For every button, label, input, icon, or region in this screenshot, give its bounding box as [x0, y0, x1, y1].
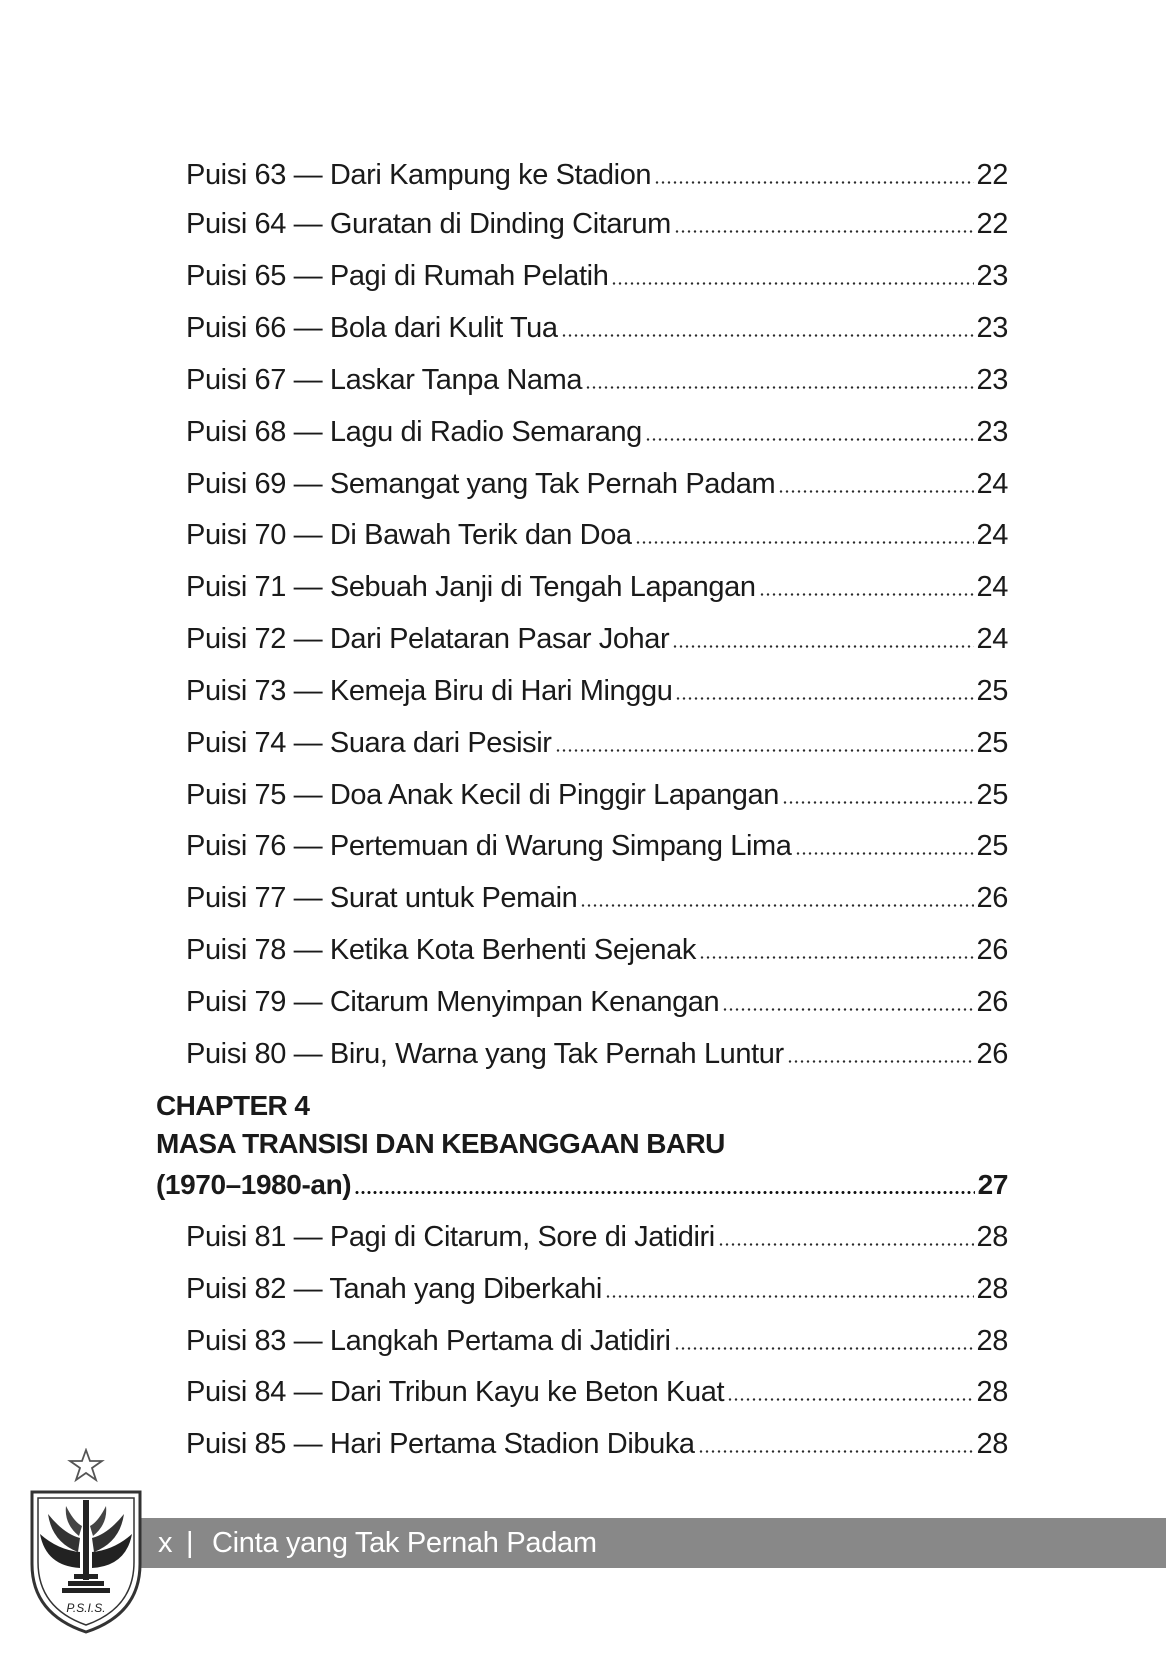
dot-leader [645, 438, 974, 441]
toc-entry[interactable] [186, 310, 1008, 346]
toc-entry-title: Puisi 65 — Pagi di Rumah Pelatih [186, 260, 609, 292]
toc-entry[interactable] [186, 414, 1008, 450]
toc-entry-page: 26 [976, 986, 1008, 1018]
toc-entry[interactable] [186, 880, 1008, 916]
toc-entry-title: Puisi 64 — Guratan di Dinding Citarum [186, 208, 671, 240]
psis-crest-icon [28, 1448, 144, 1634]
toc-entry-page: 28 [976, 1428, 1008, 1460]
toc-entry-page: 23 [976, 416, 1008, 448]
toc-entry[interactable] [186, 1036, 1008, 1072]
toc-entry-page: 24 [976, 623, 1008, 655]
toc-entry-title: Puisi 69 — Semangat yang Tak Pernah Padam [186, 468, 776, 500]
chapter-period: (1970–1980-an) [156, 1169, 352, 1200]
toc-entry-page: 26 [976, 1038, 1008, 1070]
toc-entry-page: 22 [976, 208, 1008, 240]
toc-entry-title: Puisi 85 — Hari Pertama Stadion Dibuka [186, 1428, 695, 1460]
toc-entry-page: 24 [976, 468, 1008, 500]
dot-leader [718, 1243, 974, 1246]
toc-entry[interactable] [186, 1374, 1008, 1410]
chapter-label: CHAPTER 4 [156, 1090, 310, 1121]
toc-entry[interactable] [186, 466, 1008, 502]
toc-entry[interactable] [186, 984, 1008, 1020]
toc-entry-title: Puisi 74 — Suara dari Pesisir [186, 727, 552, 759]
dot-leader [759, 593, 974, 596]
footer-bar [140, 1518, 1166, 1568]
star-icon [70, 1450, 102, 1480]
toc-entry[interactable] [186, 932, 1008, 968]
toc-entry-title: Puisi 78 — Ketika Kota Berhenti Sejenak [186, 934, 696, 966]
dot-leader [698, 1450, 974, 1453]
toc-entry-page: 28 [976, 1376, 1008, 1408]
dot-leader [605, 1295, 974, 1298]
logo-text: P.S.I.S. [66, 1601, 106, 1615]
dot-leader [727, 1398, 973, 1401]
toc-entry[interactable] [186, 1323, 1008, 1359]
toc-entry[interactable] [186, 362, 1008, 398]
toc-entry[interactable] [186, 1271, 1008, 1307]
dot-leader [654, 181, 973, 184]
toc-entry-page: 26 [976, 934, 1008, 966]
toc-entry-title: Puisi 66 — Bola dari Kulit Tua [186, 312, 558, 344]
toc-entry-title: Puisi 67 — Laskar Tanpa Nama [186, 364, 583, 396]
toc-entry-title: Puisi 84 — Dari Tribun Kayu ke Beton Kuat [186, 1376, 725, 1408]
toc-entry[interactable] [186, 725, 1008, 761]
toc-entry-title: Puisi 73 — Kemeja Biru di Hari Minggu [186, 675, 673, 707]
toc-entry-page: 25 [976, 779, 1008, 811]
dot-leader [787, 1060, 974, 1063]
toc-entry-title: Puisi 71 — Sebuah Janji di Tengah Lapangan [186, 571, 756, 603]
toc-entry[interactable] [186, 517, 1008, 553]
dot-leader [675, 697, 973, 700]
toc-entry-title: Puisi 75 — Doa Anak Kecil di Pinggir Lapangan [186, 779, 779, 811]
toc-entry-page: 25 [976, 830, 1008, 862]
toc-entry-title: Puisi 70 — Di Bawah Terik dan Doa [186, 519, 632, 551]
toc-entry-page: 23 [976, 312, 1008, 344]
psis-crest-graphic [28, 1448, 144, 1634]
toc-entry-title: Puisi 63 — Dari Kampung ke Stadion [186, 159, 652, 191]
toc-entry-page: 25 [976, 675, 1008, 707]
dot-leader [555, 749, 974, 752]
toc-entry[interactable] [186, 569, 1008, 605]
toc-entry[interactable] [186, 673, 1008, 709]
dot-leader [585, 386, 973, 389]
dot-leader [672, 645, 973, 648]
footer-separator: | [186, 1527, 194, 1559]
dot-leader [635, 541, 974, 544]
toc-entry-page: 28 [976, 1325, 1008, 1357]
dot-leader [795, 852, 974, 855]
dot-leader [674, 1347, 974, 1350]
toc-entry-title: Puisi 80 — Biru, Warna yang Tak Pernah Luntur [186, 1038, 784, 1070]
toc-entry-title: Puisi 72 — Dari Pelataran Pasar Johar [186, 623, 670, 655]
dot-leader [561, 334, 974, 337]
toc-entry-title: Puisi 68 — Lagu di Radio Semarang [186, 416, 642, 448]
toc-entry[interactable] [186, 1219, 1008, 1255]
toc-entry-title: Puisi 83 — Langkah Pertama di Jatidiri [186, 1325, 671, 1357]
toc-entry-title: Puisi 81 — Pagi di Citarum, Sore di Jatidiri [186, 1221, 715, 1253]
dot-leader [611, 282, 973, 285]
toc-entry-title: Puisi 77 — Surat untuk Pemain [186, 882, 578, 914]
toc-entry[interactable] [186, 157, 1008, 193]
dot-leader [354, 1191, 974, 1194]
footer-book-title: Cinta yang Tak Pernah Padam [212, 1527, 597, 1559]
dot-leader [580, 904, 973, 907]
toc-entry-page: 25 [976, 727, 1008, 759]
dot-leader [782, 801, 974, 804]
toc-entry-page: 24 [976, 571, 1008, 603]
toc-entry-page: 28 [976, 1273, 1008, 1305]
toc-entry[interactable] [186, 828, 1008, 864]
footer-page-number: x [158, 1527, 173, 1559]
dot-leader [699, 956, 974, 959]
toc-entry-page: 28 [976, 1221, 1008, 1253]
chapter-page: 27 [977, 1169, 1008, 1200]
toc-entry[interactable] [186, 206, 1008, 242]
dot-leader [778, 490, 973, 493]
toc-entry[interactable] [186, 621, 1008, 657]
toc-entry-page: 23 [976, 364, 1008, 396]
toc-entry-page: 24 [976, 519, 1008, 551]
toc-entry-title: Puisi 79 — Citarum Menyimpan Kenangan [186, 986, 720, 1018]
toc-entry-title: Puisi 82 — Tanah yang Diberkahi [186, 1273, 602, 1305]
dot-leader [674, 230, 974, 233]
toc-entry[interactable] [186, 1426, 1008, 1462]
chapter-entry[interactable] [156, 1167, 1008, 1203]
toc-entry-title: Puisi 76 — Pertemuan di Warung Simpang Lima [186, 830, 792, 862]
toc-entry[interactable] [186, 777, 1008, 813]
dot-leader [722, 1008, 973, 1011]
toc-entry[interactable] [186, 258, 1008, 294]
chapter-title: MASA TRANSISI DAN KEBANGGAAN BARU [156, 1128, 725, 1159]
toc-entry-page: 26 [976, 882, 1008, 914]
toc-entry-page: 22 [976, 159, 1008, 191]
toc-entry-page: 23 [976, 260, 1008, 292]
